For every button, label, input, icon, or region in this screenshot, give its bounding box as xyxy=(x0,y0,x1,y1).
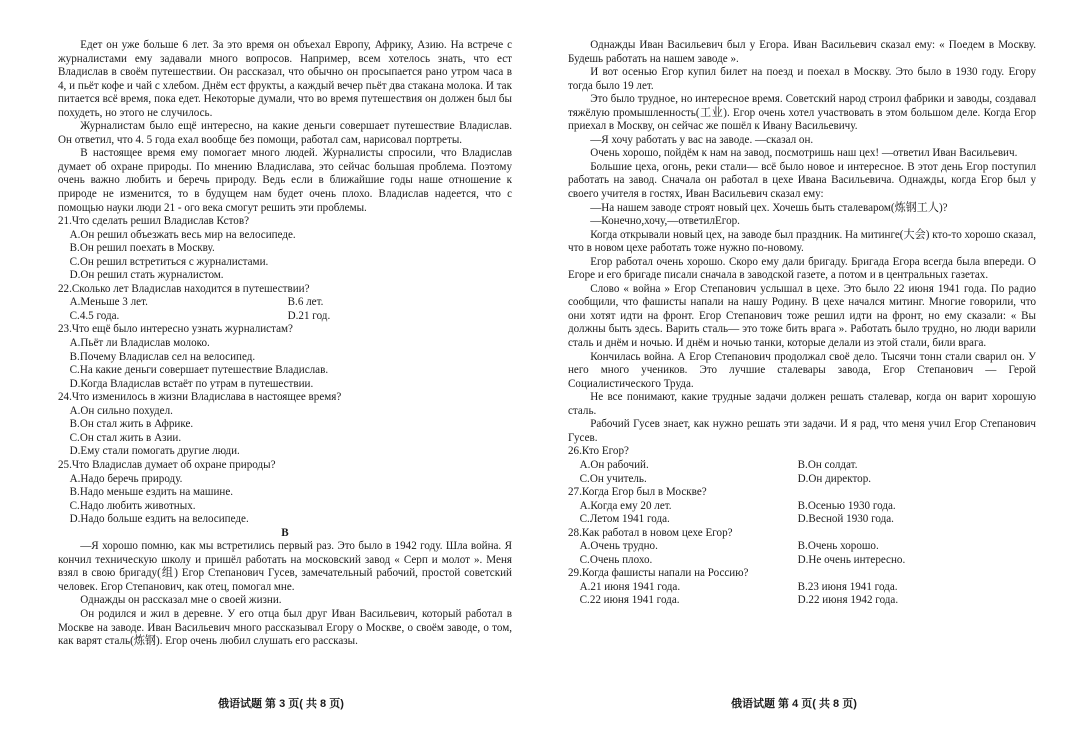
option-a: A.Он сильно похудел. xyxy=(69,404,173,417)
text-paragraph: Журналистам было ещё интересно, на какие деньги совершает путешествие Владислав. Он ответил, что 4. 5 года ехал вообще без помощи, работал сам, нарисовал портреты. xyxy=(58,120,512,146)
option-row xyxy=(568,513,1036,527)
page-4-column xyxy=(568,39,1036,608)
page-footer-3: 俄语试题 第 3 页( 共 8 页) xyxy=(218,698,344,710)
option-d: D.Когда Владислав встаёт по утрам в путешествии. xyxy=(69,377,314,390)
option-c: C.Летом 1941 года. xyxy=(579,513,670,526)
question-text: 28.Как работал в новом цехе Егор? xyxy=(568,526,733,539)
question-24 xyxy=(58,391,512,459)
text-paragraph: —Я хорошо помню, как мы встретились первый раз. Это было в 1942 году. Шла война. Я кончил техническую школу и пришёл работать на московский завод « Серп и молот ». Меня взял в свою бригаду(组) Егор Степанович Гусев, замечательный рабочий, простой советский человек. Егор Степанович, как отец, помогал мне. xyxy=(58,540,512,593)
option-c: C.4.5 года. xyxy=(69,309,120,322)
option-row xyxy=(568,581,1036,595)
option-b: B.Почему Владислав сел на велосипед. xyxy=(69,350,256,363)
text-paragraph: Это было трудное, но интересное время. Советский народ строил фабрики и заводы, создавал тяжёлую промышленность(工业). Егор очень хотел участвовать в этом большом деле. Когда Егор приехал в Москву, он сейчас же пошёл к Ивану Васильевичу. xyxy=(568,93,1036,133)
question-text: 21.Что сделать решил Владислав Кстов? xyxy=(58,215,249,228)
option-c: C.На какие деньги совершает путешествие Владислав. xyxy=(69,364,329,377)
option-row xyxy=(58,310,512,324)
text-paragraph: Рабочий Гусев знает, как нужно решать эти задачи. И я рад, что меня учил Егор Степанович Гусев. xyxy=(568,418,1036,444)
option-b: B.23 июня 1941 года. xyxy=(797,580,898,593)
text-paragraph: —На нашем заводе строят новый цех. Хочешь быть сталеваром(炼钢工人)? xyxy=(590,201,948,214)
option-c: C.22 июня 1941 года. xyxy=(579,594,680,607)
text-paragraph: Однажды он рассказал мне о своей жизни. xyxy=(80,594,282,607)
option-b: B.Он стал жить в Африке. xyxy=(69,418,194,431)
text-paragraph: —Конечно,хочу,—ответилЕгор. xyxy=(590,215,740,228)
text-paragraph: Однажды Иван Васильевич был у Егора. Иван Васильевич сказал ему: « Поедем в Москву. Будешь работать на нашем заводе ». xyxy=(568,39,1036,65)
question-29 xyxy=(568,567,1036,608)
section-heading: B xyxy=(281,526,289,539)
question-text: 26.Кто Егор? xyxy=(568,445,629,458)
option-b: B.Он решил поехать в Москву. xyxy=(69,242,215,255)
page-footer-4: 俄语试题 第 4 页( 共 8 页) xyxy=(731,698,857,710)
text-paragraph: И вот осенью Егор купил билет на поезд и поехал в Москву. Это было в 1930 году. Егору тогда было 19 лет. xyxy=(568,66,1036,92)
question-26 xyxy=(568,445,1036,486)
question-23 xyxy=(58,323,512,391)
option-a: A.Надо беречь природу. xyxy=(69,472,183,485)
question-21 xyxy=(58,215,512,283)
text-paragraph: Не все понимают, какие трудные задачи должен решать сталевар, когда он варит хорошую сталь. xyxy=(568,391,1036,417)
text-paragraph: Очень хорошо, пойдём к нам на завод, посмотришь наш цех! —ответил Иван Васильевич. xyxy=(590,147,1018,160)
text-paragraph: —Я хочу работать у вас на заводе. —сказал он. xyxy=(590,133,814,146)
text-paragraph: Едет он уже больше 6 лет. За это время он объехал Европу, Африку, Азию. На встрече с журналистами ему задавали много вопросов. Например, всем хотелось знать, что ест Владислав в своём путешествии. Он рассказал, что обычно он просыпается рано утром часа в 4, и пьёт кофе и чай с хлебом. Днём ест фрукты, а каждый вечер пьёт два стакана молока. И так питается всё время, пока едет. Некоторые думали, что во время путешествия он должен был бы похудеть, но этого не случилось. xyxy=(58,39,512,119)
option-row xyxy=(568,459,1036,473)
option-d: D.Надо больше ездить на велосипеде. xyxy=(69,513,249,526)
page-3-column xyxy=(58,39,512,649)
question-25 xyxy=(58,459,512,527)
option-d: D.Весной 1930 года. xyxy=(797,513,894,526)
option-b: B.Очень хорошо. xyxy=(797,540,879,553)
option-a: A.Он решил объезжать весь мир на велосипеде. xyxy=(69,228,296,241)
option-a: A.21 июня 1941 года. xyxy=(579,580,681,593)
text-paragraph: Большие цеха, огонь, реки стали— всё было новое и интересное. В этот день Егор поступил работать на завод. Сначала он работал в цехе Ивана Васильевича. Однажды, когда Егор был у своего учителя в гостях, Иван Васильевич сказал ему: xyxy=(568,160,1036,201)
text-paragraph: Когда открывали новый цех, на заводе был праздник. На митинге(大会) кто-то хорошо сказал, что в новом цехе работать тоже нужно по-новому. xyxy=(568,228,1036,255)
option-row xyxy=(568,540,1036,554)
option-a: A.Он рабочий. xyxy=(579,458,649,471)
question-text: 29.Когда фашисты напали на Россию? xyxy=(568,567,749,580)
option-row xyxy=(568,554,1036,568)
option-a: A.Меньше 3 лет. xyxy=(69,296,148,309)
option-c: C.Он учитель. xyxy=(579,472,647,485)
option-b: B.Он солдат. xyxy=(797,458,858,471)
text-paragraph: Он родился и жил в деревне. У его отца был друг Иван Васильевич, который работал в Москве на заводе. Иван Васильевич много рассказывал Егору о Москве, о своём заводе, о том, как варят сталь(炼钢). Егор очень любил слушать его рассказы. xyxy=(58,607,512,648)
question-text: 24.Что изменилось в жизни Владислава в настоящее время? xyxy=(58,391,342,404)
question-22 xyxy=(58,283,512,324)
option-d: D.21 год. xyxy=(287,309,331,322)
option-d: D.Не очень интересно. xyxy=(797,553,906,566)
option-b: B.6 лет. xyxy=(287,296,324,309)
question-text: 27.Когда Егор был в Москве? xyxy=(568,486,707,499)
option-d: D.Он директор. xyxy=(797,472,872,485)
option-a: A.Пьёт ли Владислав молоко. xyxy=(69,337,210,350)
option-c: C.Очень плохо. xyxy=(579,553,653,566)
option-c: C.Он решил встретиться с журналистами. xyxy=(69,255,269,268)
option-c: C.Надо любить животных. xyxy=(69,499,196,512)
text-paragraph: Егор работал очень хорошо. Скоро ему дали бригаду. Бригада Егора всегда была впереди. О Егоре и его бригаде писали сначала в заводской газете, а потом и в центральных газетах. xyxy=(568,255,1036,282)
question-text: 22.Сколько лет Владислав находится в путешествии? xyxy=(58,282,310,295)
option-c: C.Он стал жить в Азии. xyxy=(69,431,182,444)
option-d: D.Он решил стать журналистом. xyxy=(69,269,224,282)
option-row xyxy=(568,594,1036,608)
option-d: D.Ему стали помогать другие люди. xyxy=(69,445,240,458)
question-text: 25.Что Владислав думает об охране природы? xyxy=(58,458,276,471)
option-row xyxy=(568,500,1036,514)
option-row xyxy=(568,473,1036,487)
question-28 xyxy=(568,527,1036,568)
option-b: B.Надо меньше ездить на машине. xyxy=(69,486,234,499)
option-d: D.22 июня 1942 года. xyxy=(797,594,899,607)
question-27 xyxy=(568,486,1036,527)
option-row xyxy=(58,296,512,310)
option-a: A.Когда ему 20 лет. xyxy=(579,499,672,512)
option-a: A.Очень трудно. xyxy=(579,540,658,553)
text-paragraph: Кончилась война. А Егор Степанович продолжал своё дело. Тысячи тонн стали сварил он. У него много учеников. Это лучшие сталевары завода, Егор Степанович — Герой Социалистического Труда. xyxy=(568,350,1036,390)
option-b: B.Осенью 1930 года. xyxy=(797,499,896,512)
text-paragraph: Слово « война » Егор Степанович услышал в цехе. Это было 22 июня 1941 года. По радио сообщили, что фашисты напали на нашу Родину. В цехе начался митинг. Многие говорили, что они хотят идти на фронт. Егор Степанович тоже решил идти на фронт, но ему сказали: « Вы должны быть здесь. Варить сталь— это тоже бить врага ». Работать было трудно, но люди варили сталь и днём и ночью. И днём и ночью танки, которые делали из этой стали, били врага. xyxy=(568,282,1036,350)
question-text: 23.Что ещё было интересно узнать журналистам? xyxy=(58,323,293,336)
text-paragraph: В настоящее время ему помогает много людей. Журналисты спросили, что Владислав думает об охране природы. По мнению Владислава, это сейчас большая проблема. Поэтому очень важно любить и беречь природу. Ведь если в ближайшие годы наше отношение к природе не изменится, то в будущем нам будет очень плохо. Владислав надеется, что с помощью науки люди 21 - ого века смогут решить эти проблемы. xyxy=(58,147,512,214)
